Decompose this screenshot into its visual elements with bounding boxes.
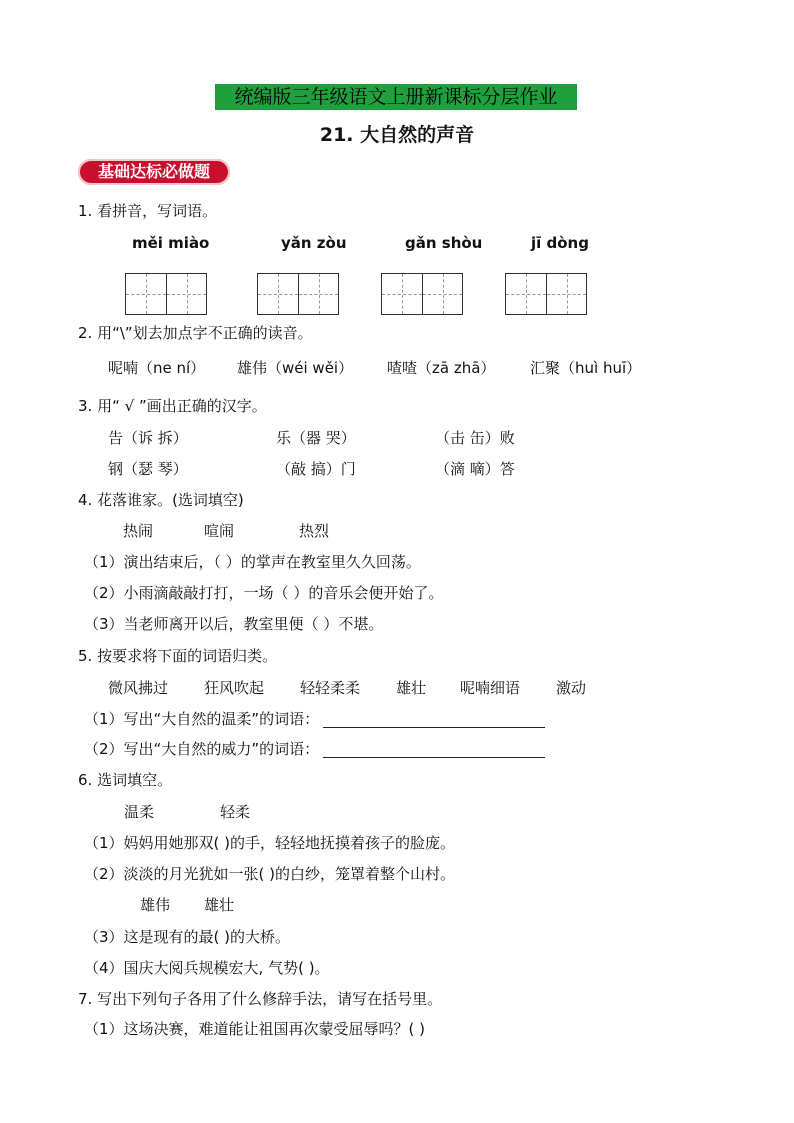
q1-pinyin-1: měi miào — [132, 234, 210, 252]
q4-word: 热烈 — [299, 522, 330, 540]
q2-item-2: 雄伟（wéi wěi） — [237, 359, 354, 377]
q5-sentence-2: （2）写出“大自然的威力”的词语： — [84, 738, 545, 759]
q3-item: （滴 嘀）答 — [435, 460, 515, 478]
q6-word: 雄壮 — [204, 896, 235, 914]
q1-writing-grid-4[interactable] — [505, 273, 587, 315]
q7-sentence-1: （1）这场决赛，难道能让祖国再次蒙受屈辱吗？( ) — [84, 1020, 426, 1038]
q1-prompt: 1. 看拼音，写词语。 — [78, 202, 218, 220]
q5-word: 激动 — [556, 679, 587, 697]
q3-item: （击 缶）败 — [435, 429, 515, 447]
q6-sentence-1: （1）妈妈用她那双( )的手，轻轻地抚摸着孩子的脸庞。 — [84, 834, 456, 852]
q5-answer-line-1[interactable] — [323, 711, 545, 728]
q6-sentence-3: （3）这是现有的最( )的大桥。 — [84, 928, 291, 946]
q6-word: 雄伟 — [140, 896, 171, 914]
q5-word: 雄壮 — [396, 679, 427, 697]
q4-word: 热闹 — [123, 522, 154, 540]
q5-sentence-1: （1）写出“大自然的温柔”的词语： — [84, 708, 545, 729]
q4-sentence-2: （2）小雨滴敲敲打打，一场（ ）的音乐会便开始了。 — [84, 584, 444, 602]
q2-item-3: 喳喳（zā zhā） — [387, 359, 496, 377]
q7-prompt: 7. 写出下列句子各用了什么修辞手法，请写在括号里。 — [78, 990, 443, 1008]
lesson-title: 21. 大自然的声音 — [319, 124, 475, 146]
q1-pinyin-4: jī dòng — [531, 234, 589, 252]
worksheet-banner: 统编版三年级语文上册新课标分层作业 — [215, 84, 577, 110]
q5-word: 微风拂过 — [108, 679, 169, 697]
q4-sentence-1: （1）演出结束后，（ ）的掌声在教室里久久回荡。 — [84, 553, 421, 571]
q6-sentence-2: （2）淡淡的月光犹如一张( )的白纱，笼罩着整个山村。 — [84, 865, 456, 883]
q5-prompt: 5. 按要求将下面的词语归类。 — [78, 647, 278, 665]
q3-prompt: 3. 用“ √ ”画出正确的汉字。 — [78, 397, 267, 415]
section-badge: 基础达标必做题 — [78, 159, 230, 185]
q1-writing-grid-1[interactable] — [125, 273, 207, 315]
q1-writing-grid-2[interactable] — [257, 273, 339, 315]
q5-word: 轻轻柔柔 — [300, 679, 361, 697]
q1-pinyin-3: gǎn shòu — [405, 234, 483, 252]
q4-prompt: 4. 花落谁家。(选词填空) — [78, 491, 244, 509]
q3-item: 钢（瑟 琴） — [108, 460, 188, 478]
q6-word: 温柔 — [124, 803, 155, 821]
q2-item-1: 呢喃（ne ní） — [108, 359, 206, 377]
q3-item: 告（诉 拆） — [108, 429, 188, 447]
q4-word: 喧闹 — [204, 522, 235, 540]
q3-item: （敲 搞）门 — [276, 460, 356, 478]
q4-sentence-3: （3）当老师离开以后，教室里便（ ）不堪。 — [84, 615, 384, 633]
q5-answer-line-2[interactable] — [323, 741, 545, 758]
q1-writing-grid-3[interactable] — [381, 273, 463, 315]
q1-pinyin-2: yǎn zòu — [281, 234, 347, 252]
q6-sentence-4: （4）国庆大阅兵规模宏大, 气势( )。 — [84, 959, 330, 977]
q6-prompt: 6. 选词填空。 — [78, 771, 173, 789]
q2-item-4: 汇聚（huì huī） — [530, 359, 642, 377]
q5-word: 呢喃细语 — [460, 679, 521, 697]
q2-prompt: 2. 用“\”划去加点字不正确的读音。 — [78, 324, 313, 342]
q5-word: 狂风吹起 — [204, 679, 265, 697]
q3-item: 乐（器 哭） — [276, 429, 356, 447]
q6-word: 轻柔 — [220, 803, 251, 821]
